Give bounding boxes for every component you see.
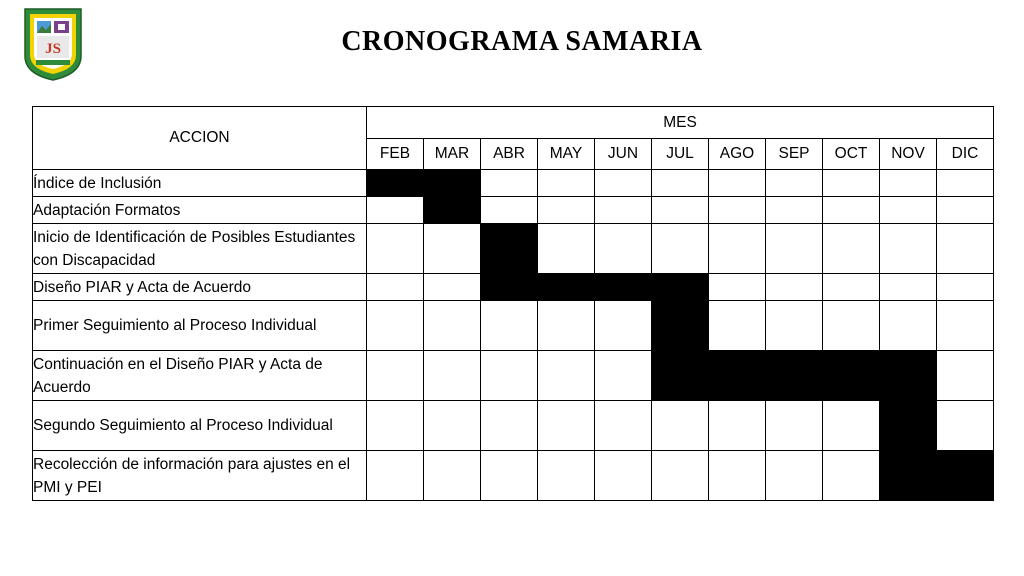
activity-label: Segundo Seguimiento al Proceso Individual: [33, 401, 367, 451]
schedule-table: [32, 106, 994, 501]
schedule-cell-abr: [481, 170, 538, 197]
schedule-cell-jun: [595, 224, 652, 274]
schedule-cell-dic: [937, 197, 994, 224]
schedule-cell-sep: [766, 401, 823, 451]
schedule-cell-ago: [709, 301, 766, 351]
schedule-cell-ago: [709, 224, 766, 274]
schedule-cell-mar: [424, 197, 481, 224]
table-row: [33, 351, 994, 401]
schedule-cell-ago: [709, 401, 766, 451]
schedule-cell-ago: [709, 274, 766, 301]
schedule-cell-sep: [766, 274, 823, 301]
svg-text:JS: JS: [45, 41, 61, 57]
schedule-cell-jul: [652, 451, 709, 501]
schedule-cell-jul: [652, 197, 709, 224]
schedule-cell-mar: [424, 274, 481, 301]
table-row: [33, 451, 994, 501]
table-row: [33, 274, 994, 301]
month-header-nov: NOV: [880, 139, 937, 170]
schedule-cell-abr: [481, 224, 538, 274]
schedule-cell-feb: [367, 224, 424, 274]
activity-label: Adaptación Formatos: [33, 197, 367, 224]
schedule-cell-may: [538, 351, 595, 401]
schedule-cell-may: [538, 451, 595, 501]
action-column-header: ACCION: [33, 107, 367, 170]
schedule-cell-may: [538, 301, 595, 351]
schedule-cell-jun: [595, 170, 652, 197]
schedule-cell-ago: [709, 351, 766, 401]
month-header-abr: ABR: [481, 139, 538, 170]
schedule-cell-oct: [823, 170, 880, 197]
schedule-cell-ago: [709, 170, 766, 197]
schedule-cell-may: [538, 197, 595, 224]
schedule-cell-jun: [595, 301, 652, 351]
schedule-cell-dic: [937, 224, 994, 274]
schedule-cell-mar: [424, 301, 481, 351]
schedule-cell-jun: [595, 451, 652, 501]
month-header-dic: DIC: [937, 139, 994, 170]
activity-label: Diseño PIAR y Acta de Acuerdo: [33, 274, 367, 301]
schedule-cell-jun: [595, 197, 652, 224]
schedule-cell-nov: [880, 351, 937, 401]
schedule-body: [33, 170, 994, 501]
table-row: [33, 197, 994, 224]
table-row: [33, 301, 994, 351]
page-title: CRONOGRAMA SAMARIA: [341, 26, 703, 57]
month-header-jun: JUN: [595, 139, 652, 170]
schedule-cell-nov: [880, 451, 937, 501]
schedule-cell-mar: [424, 401, 481, 451]
schedule-cell-sep: [766, 197, 823, 224]
table-row: [33, 224, 994, 274]
schedule-cell-may: [538, 274, 595, 301]
activity-label: Índice de Inclusión: [33, 170, 367, 197]
schedule-cell-sep: [766, 301, 823, 351]
schedule-cell-mar: [424, 170, 481, 197]
schedule-cell-jul: [652, 301, 709, 351]
schedule-cell-nov: [880, 301, 937, 351]
schedule-cell-oct: [823, 224, 880, 274]
schedule-cell-feb: [367, 301, 424, 351]
schedule-cell-dic: [937, 351, 994, 401]
schedule-cell-jul: [652, 401, 709, 451]
schedule-cell-feb: [367, 401, 424, 451]
schedule-cell-mar: [424, 451, 481, 501]
schedule-cell-ago: [709, 197, 766, 224]
schedule-cell-feb: [367, 274, 424, 301]
schedule-cell-feb: [367, 197, 424, 224]
schedule-cell-oct: [823, 401, 880, 451]
month-group-header: MES: [367, 107, 994, 139]
schedule-cell-nov: [880, 224, 937, 274]
schedule-cell-abr: [481, 401, 538, 451]
schedule-cell-mar: [424, 351, 481, 401]
schedule-cell-oct: [823, 274, 880, 301]
month-header-jul: JUL: [652, 139, 709, 170]
activity-label: Primer Seguimiento al Proceso Individual: [33, 301, 367, 351]
schedule-cell-oct: [823, 351, 880, 401]
schedule-cell-abr: [481, 301, 538, 351]
schedule-cell-sep: [766, 170, 823, 197]
month-header-oct: OCT: [823, 139, 880, 170]
schedule-cell-dic: [937, 451, 994, 501]
schedule-cell-jul: [652, 224, 709, 274]
schedule-cell-jul: [652, 351, 709, 401]
month-header-may: MAY: [538, 139, 595, 170]
schedule-cell-nov: [880, 274, 937, 301]
schedule-cell-may: [538, 170, 595, 197]
schedule-cell-sep: [766, 351, 823, 401]
schedule-cell-jul: [652, 170, 709, 197]
schedule-cell-oct: [823, 301, 880, 351]
activity-label: Recolección de información para ajustes en el PMI y PEI: [33, 451, 367, 501]
schedule-cell-jun: [595, 351, 652, 401]
schedule-cell-dic: [937, 170, 994, 197]
schedule-cell-abr: [481, 351, 538, 401]
schedule-cell-nov: [880, 401, 937, 451]
month-header-mar: MAR: [424, 139, 481, 170]
schedule-cell-abr: [481, 274, 538, 301]
schedule-cell-nov: [880, 170, 937, 197]
activity-label: Continuación en el Diseño PIAR y Acta de Acuerdo: [33, 351, 367, 401]
schedule-cell-dic: [937, 274, 994, 301]
schedule-cell-oct: [823, 197, 880, 224]
table-row: [33, 170, 994, 197]
schedule-cell-oct: [823, 451, 880, 501]
schedule-cell-abr: [481, 197, 538, 224]
schedule-cell-may: [538, 401, 595, 451]
schedule-cell-ago: [709, 451, 766, 501]
month-header-ago: AGO: [709, 139, 766, 170]
schedule-cell-dic: [937, 401, 994, 451]
schedule-cell-jun: [595, 401, 652, 451]
schedule-cell-nov: [880, 197, 937, 224]
month-header-feb: FEB: [367, 139, 424, 170]
schedule-cell-mar: [424, 224, 481, 274]
activity-label: Inicio de Identificación de Posibles Estudiantes con Discapacidad: [33, 224, 367, 274]
schedule-cell-feb: [367, 451, 424, 501]
schedule-cell-jun: [595, 274, 652, 301]
schedule-cell-sep: [766, 224, 823, 274]
schedule-cell-dic: [937, 301, 994, 351]
schedule-cell-feb: [367, 351, 424, 401]
schedule-cell-jul: [652, 274, 709, 301]
schedule-cell-sep: [766, 451, 823, 501]
table-row: [33, 401, 994, 451]
schedule-cell-abr: [481, 451, 538, 501]
schedule-cell-may: [538, 224, 595, 274]
month-header-sep: SEP: [766, 139, 823, 170]
schedule-cell-feb: [367, 170, 424, 197]
